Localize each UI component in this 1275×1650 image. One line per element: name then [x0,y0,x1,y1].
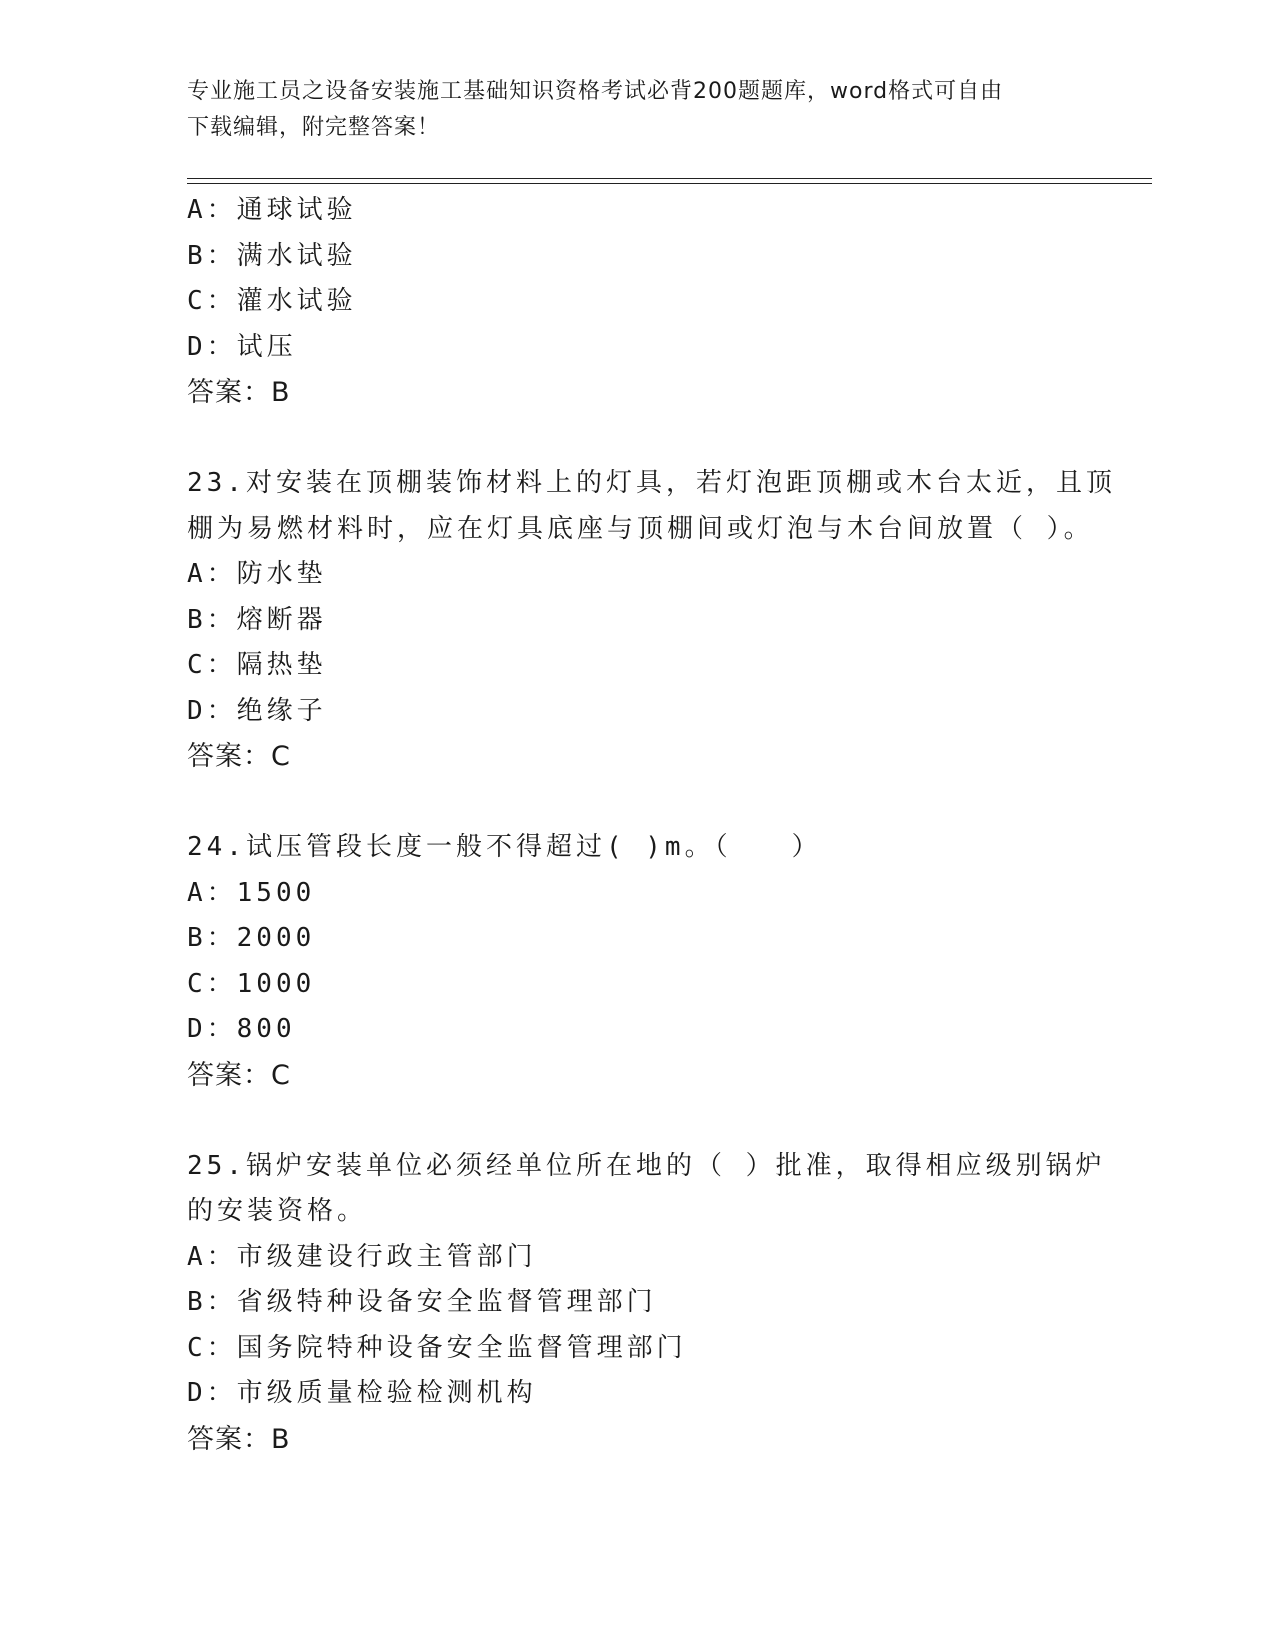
answer-line: 答案：B [187,377,291,408]
option-b: B：2000 [187,923,316,953]
option-a: A：市级建设行政主管部门 [187,1241,537,1272]
option-c: C：国务院特种设备安全监督管理部门 [187,1332,687,1363]
question-stem-line-2: 的安装资格。 [187,1196,368,1226]
header-title-line-2: 下载编辑，附完整答案！ [187,115,441,140]
document-header [187,74,1067,146]
spacer [187,1098,1087,1144]
spacer [187,780,1087,826]
question-stem-line-2: 棚为易燃材料时，应在灯具底座与顶棚间或灯泡与木台间放置（ ）。 [187,513,1094,544]
question-22-block [187,188,1087,416]
option-c: C：灌水试验 [187,286,357,316]
header-title-line-1: 专业施工员之设备安装施工基础知识资格考试必背200题题库，word格式可自由 [187,79,1004,104]
header-divider-bottom [187,183,1152,184]
option-a: A：1500 [187,877,316,908]
option-b: B：省级特种设备安全监督管理部门 [187,1287,657,1317]
question-24-block [187,825,1087,1098]
option-b: B：满水试验 [187,240,357,271]
option-c: C：隔热垫 [187,650,327,680]
option-d: D：市级质量检验检测机构 [187,1378,537,1408]
question-23-block [187,461,1116,780]
question-25-block [187,1144,1106,1463]
option-a: A：通球试验 [187,195,357,225]
document-body [187,188,1116,1462]
answer-line: 答案：B [187,1423,291,1455]
answer-line: 答案：C [187,741,291,772]
question-stem-line-1: 25.锅炉安装单位必须经单位所在地的（ ）批准，取得相应级别锅炉 [187,1150,1106,1181]
option-d: D：绝缘子 [187,695,327,726]
answer-line: 答案：C [187,1059,291,1091]
question-stem-line-1: 24.试压管段长度一般不得超过( )m。（ ） [187,832,822,862]
option-d: D：试压 [187,331,297,362]
option-d: D：800 [187,1014,296,1044]
option-c: C：1000 [187,968,316,999]
spacer [187,416,1087,462]
header-divider-top [187,178,1152,179]
question-stem-line-1: 23.对安装在顶棚装饰材料上的灯具，若灯泡距顶棚或木台太近，且顶 [187,468,1116,498]
option-b: B：熔断器 [187,604,327,635]
option-a: A：防水垫 [187,559,327,589]
